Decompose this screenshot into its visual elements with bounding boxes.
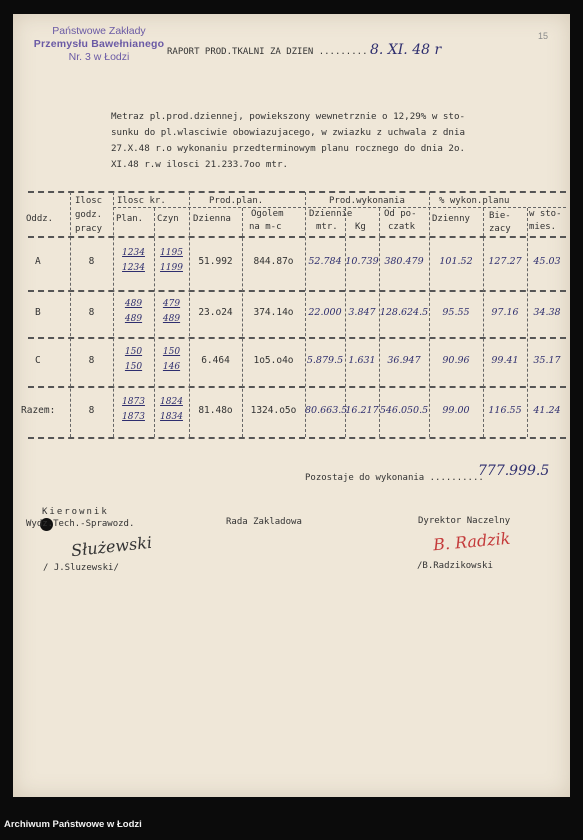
table-cell-w_stos: 35.17	[533, 354, 561, 366]
table-cell-ogolem: 1o5.o4o	[253, 354, 294, 366]
document-sheet	[13, 14, 570, 797]
table-cell-kg: 10.739	[345, 256, 379, 267]
table-rule-a	[28, 290, 566, 292]
signature-left-dept: Wydz.Tech.-Sprawozd.	[26, 519, 135, 529]
table-cell-oddz: C	[35, 354, 41, 366]
header-dzienny: Dzienny	[432, 214, 470, 224]
table-cell-dziennie: 52.784	[308, 256, 342, 267]
header-godz: godz.	[75, 210, 103, 220]
page-number: 15	[538, 31, 549, 41]
header-od-pocz: Od po-	[384, 209, 417, 219]
header-czatk: czatk	[388, 222, 416, 232]
paragraph-line: Metraz pl.prod.dziennej, powiekszony wewnetrznie o 12,29% w sto-	[111, 111, 466, 122]
header-w-stos: w sto-	[529, 209, 562, 219]
signature-right-title: Dyrektor Naczelny	[418, 516, 511, 526]
stamp-line-3: Nr. 3 w Łodzi	[68, 51, 130, 63]
table-cell-biezacy: 97.16	[491, 306, 519, 318]
table-cell-kg: 16.217	[345, 404, 379, 416]
signature-right-handwritten: B. Radzik	[432, 528, 512, 555]
table-cell-w_stos: 34.38	[533, 306, 561, 318]
header-mies: mies.	[529, 222, 557, 232]
table-cell-oddz: A	[35, 256, 41, 267]
table-cell-plan_a: 150	[124, 346, 143, 357]
table-cell-dziennie: 22.000	[308, 306, 342, 318]
table-rule-b	[28, 337, 566, 339]
header-mtr: mtr.	[316, 222, 338, 232]
production-table	[13, 14, 570, 454]
table-cell-dzienny: 101.52	[439, 256, 473, 267]
table-cell-plan_b: 150	[124, 361, 143, 372]
table-cell-godz: 8	[88, 256, 95, 267]
paragraph-line: sunku do pl.wlasciwie obowiazujacego, w zwiazku z uchwala z dnia	[111, 127, 466, 138]
header-bie: Bie-	[489, 211, 511, 221]
table-cell-plan_b: 489	[124, 313, 143, 324]
table-cell-czyn_a: 1195	[160, 248, 183, 258]
table-cell-dzienna: 81.48o	[198, 404, 233, 416]
signature-right-name: /B.Radzikowski	[417, 561, 493, 571]
signature-left-handwritten: Służewski	[70, 532, 153, 561]
table-rule-header	[28, 236, 566, 238]
table-cell-kg: 1.631	[348, 354, 376, 366]
table-cell-czyn_a: 479	[162, 298, 181, 309]
table-rule-top	[28, 191, 566, 193]
stamp-line-1: Państwowe Zakłady	[52, 25, 146, 37]
header-prod-wyk: Prod.wykonania	[329, 196, 405, 206]
table-cell-dziennie: 5.879.5	[306, 354, 344, 366]
table-cell-czyn_b: 146	[162, 361, 181, 372]
stamp-line-2: Przemysłu Bawełnianego	[33, 38, 165, 50]
table-rule-c	[28, 386, 566, 388]
remaining-value-handwritten: 777.999.5	[478, 463, 550, 479]
table-col-divider	[242, 208, 243, 437]
signature-left-name: / J.Sluzewski/	[43, 563, 119, 573]
report-date-handwritten: 8. XI. 48 r	[370, 42, 442, 58]
header-pct-wyk: % wykon.planu	[439, 196, 510, 206]
table-cell-plan_a: 1234	[122, 248, 145, 258]
table-cell-kg: 3.847	[348, 306, 376, 318]
table-cell-czyn_b: 1199	[160, 263, 183, 273]
table-cell-dzienna: 51.992	[198, 256, 233, 267]
header-zacy: zacy	[489, 224, 511, 234]
table-col-divider	[345, 208, 346, 437]
table-cell-plan_a: 1873	[122, 396, 145, 407]
table-rule-bottom	[28, 437, 566, 439]
table-cell-od_pocz: 128.624.5	[379, 306, 429, 318]
archive-footer: Archiwum Państwowe w Łodzi	[4, 819, 142, 830]
table-cell-ogolem: 1324.o5o	[250, 404, 297, 416]
header-dziennie: Dziennie	[309, 209, 353, 219]
table-cell-czyn_a: 150	[162, 346, 181, 357]
table-cell-godz: 8	[88, 354, 95, 366]
report-title: RAPORT PROD.TKALNI ZA DZIEN .........	[167, 47, 368, 57]
header-prod-plan: Prod.plan.	[209, 196, 264, 206]
signature-center-title: Rada Zakladowa	[226, 517, 302, 527]
table-cell-oddz: B	[35, 306, 41, 318]
table-cell-biezacy: 127.27	[488, 256, 522, 267]
table-col-divider	[379, 208, 380, 437]
table-cell-czyn_a: 1824	[160, 396, 183, 407]
table-cell-oddz: Razem:	[21, 404, 56, 416]
header-czyn: Czyn	[157, 214, 179, 224]
header-na-mc: na m-c	[249, 222, 282, 232]
table-cell-dzienna: 6.464	[201, 354, 230, 366]
table-cell-od_pocz: 380.479	[384, 256, 424, 267]
table-cell-w_stos: 41.24	[533, 404, 561, 416]
header-dzienna: Dzienna	[193, 214, 231, 224]
table-cell-godz: 8	[88, 306, 95, 318]
table-cell-ogolem: 844.87o	[253, 256, 294, 267]
remaining-label: Pozostaje do wykonania ..........	[305, 473, 484, 483]
paragraph-line: 27.X.48 r.o wykonaniu przedterminowym planu rocznego do dnia 2o.	[111, 143, 466, 154]
table-cell-od_pocz: 36.947	[387, 354, 421, 366]
header-ilosc-kr: Ilosc kr.	[117, 196, 166, 206]
table-cell-dziennie: 80.663.5	[305, 404, 348, 416]
table-cell-ogolem: 374.14o	[253, 306, 294, 318]
table-cell-dzienny: 95.55	[442, 306, 470, 318]
table-cell-czyn_b: 1834	[160, 411, 183, 422]
header-plan: Plan.	[116, 214, 144, 224]
header-oddz: Oddz.	[26, 214, 54, 224]
table-cell-biezacy: 99.41	[491, 354, 519, 366]
signature-left-title: Kierownik	[42, 507, 109, 517]
table-cell-od_pocz: 546.050.5	[379, 404, 429, 416]
header-ilosc: Ilosc	[75, 196, 103, 206]
table-cell-godz: 8	[88, 404, 95, 416]
table-rule-subheader	[113, 207, 566, 208]
table-cell-biezacy: 116.55	[488, 404, 522, 416]
header-ogolem: Ogolem	[251, 209, 284, 219]
table-cell-plan_b: 1234	[122, 263, 145, 273]
table-cell-dzienna: 23.o24	[198, 306, 233, 318]
table-col-divider	[483, 208, 484, 437]
table-cell-dzienny: 90.96	[442, 354, 470, 366]
table-cell-plan_b: 1873	[122, 411, 145, 422]
table-cell-czyn_b: 489	[162, 313, 181, 324]
table-col-divider	[527, 208, 528, 437]
header-pracy: pracy	[75, 224, 103, 234]
table-cell-plan_a: 489	[124, 298, 143, 309]
header-kg: Kg	[355, 222, 366, 232]
table-cell-dzienny: 99.00	[442, 404, 470, 416]
table-cell-w_stos: 45.03	[533, 256, 561, 267]
paragraph-line: XI.48 r.w ilosci 21.233.7oo mtr.	[111, 159, 289, 170]
